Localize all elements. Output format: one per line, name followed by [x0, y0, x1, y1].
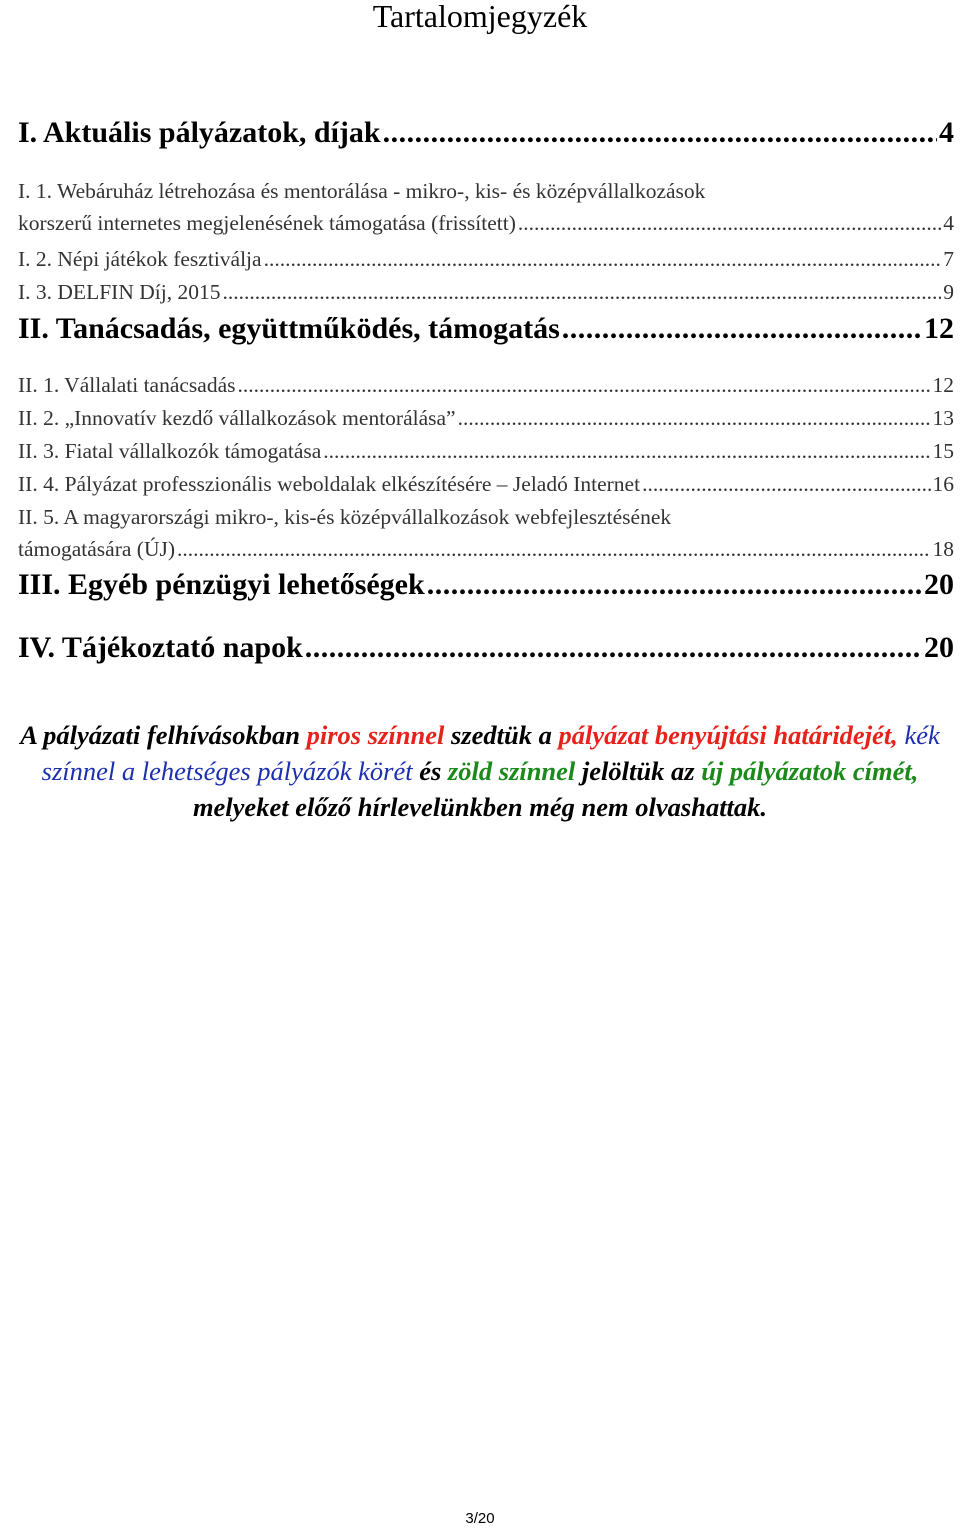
dot-leader	[238, 369, 931, 401]
legend-text: szedtük a	[444, 720, 559, 750]
toc-page-number: 13	[932, 406, 954, 430]
toc-entry-1-3[interactable]	[18, 276, 954, 308]
toc-page-number: 20	[924, 631, 954, 664]
dot-leader	[264, 243, 942, 275]
legend-green-text: új pályázatok címét,	[701, 756, 919, 786]
toc-entry-text: I. 3. DELFIN Díj, 2015	[18, 280, 221, 304]
page-title: Tartalomjegyzék	[372, 0, 588, 34]
toc-page-number: 9	[943, 280, 954, 304]
legend-text: melyeket előző hírlevelünkben még nem olvashattak.	[192, 792, 768, 822]
toc-page-number: 4	[943, 211, 954, 235]
toc-entry-text: I. 2. Népi játékok fesztiválja	[18, 247, 262, 271]
toc-entry-text: II. 4. Pályázat professzionális weboldalak elkészítésére – Jeladó Internet	[18, 472, 641, 496]
dot-leader	[305, 628, 922, 668]
toc-entry-2-5[interactable]	[18, 501, 954, 565]
toc-heading-3[interactable]	[18, 565, 954, 605]
dot-leader	[383, 113, 937, 153]
toc-entry-text: I. Aktuális pályázatok, díjak	[18, 116, 381, 149]
dot-leader	[323, 435, 930, 467]
page-number-footer: 3/20	[465, 1510, 495, 1527]
toc-entry-1-2[interactable]	[18, 243, 954, 275]
toc-page-number: 15	[932, 439, 954, 463]
toc-entry-text-line1: I. 1. Webáruház létrehozása és mentorálása - mikro-, kis- és középvállalkozások	[18, 179, 706, 203]
toc-entry-text: II. Tanácsadás, együttműködés, támogatás	[18, 312, 560, 345]
toc-entry-2-3[interactable]	[18, 435, 954, 467]
toc-page-number: 12	[932, 373, 954, 397]
toc-entry-text: II. 3. Fiatal vállalkozók támogatása	[18, 439, 322, 463]
toc-page-number: 20	[924, 568, 954, 601]
legend-red-text: piros színnel	[306, 720, 445, 750]
dot-leader	[562, 309, 922, 349]
dot-leader	[642, 468, 930, 500]
legend-green-text: zöld színnel	[447, 756, 576, 786]
toc-entry-text: III. Egyéb pénzügyi lehetőségek	[18, 568, 425, 601]
toc-entry-2-1[interactable]	[18, 369, 954, 401]
toc-entry-text: II. 1. Vállalati tanácsadás	[18, 373, 236, 397]
toc-entry-text: II. 2. „Innovatív kezdő vállalkozások mentorálása”	[18, 406, 456, 430]
toc-entry-1-1[interactable]	[18, 175, 954, 239]
toc-page-number: 12	[924, 312, 954, 345]
toc-page-number: 7	[943, 247, 954, 271]
toc-entry-2-2[interactable]	[18, 402, 954, 434]
legend-text: A pályázati felhívásokban	[20, 720, 307, 750]
toc-entry-2-4[interactable]	[18, 468, 954, 500]
toc-heading-2[interactable]	[18, 309, 954, 349]
dot-leader	[427, 565, 922, 605]
dot-leader	[177, 533, 931, 565]
toc-page-number: 4	[939, 116, 954, 149]
toc-entry-text: korszerű internetes megjelenésének támogatása (frissített)	[18, 211, 516, 235]
toc-heading-1[interactable]	[18, 113, 954, 153]
toc-entry-text: IV. Tájékoztató napok	[18, 631, 303, 664]
toc-page-number: 18	[932, 537, 954, 561]
legend-red-text: pályázat benyújtási határidejét,	[558, 720, 898, 750]
legend-text: jelöltük az	[575, 756, 702, 786]
color-legend-paragraph	[10, 717, 950, 825]
toc-entry-text-line1: II. 5. A magyarországi mikro-, kis-és középvállalkozások webfejlesztésének	[18, 505, 672, 529]
dot-leader	[458, 402, 931, 434]
toc-heading-4[interactable]	[18, 628, 954, 668]
toc-entry-text: támogatására (ÚJ)	[18, 537, 175, 561]
dot-leader	[518, 207, 941, 239]
legend-blue-text: kék színnel a lehetséges pályázók körét	[41, 720, 940, 786]
dot-leader	[222, 276, 941, 308]
legend-text: és	[412, 756, 448, 786]
toc-page-number: 16	[932, 472, 954, 496]
